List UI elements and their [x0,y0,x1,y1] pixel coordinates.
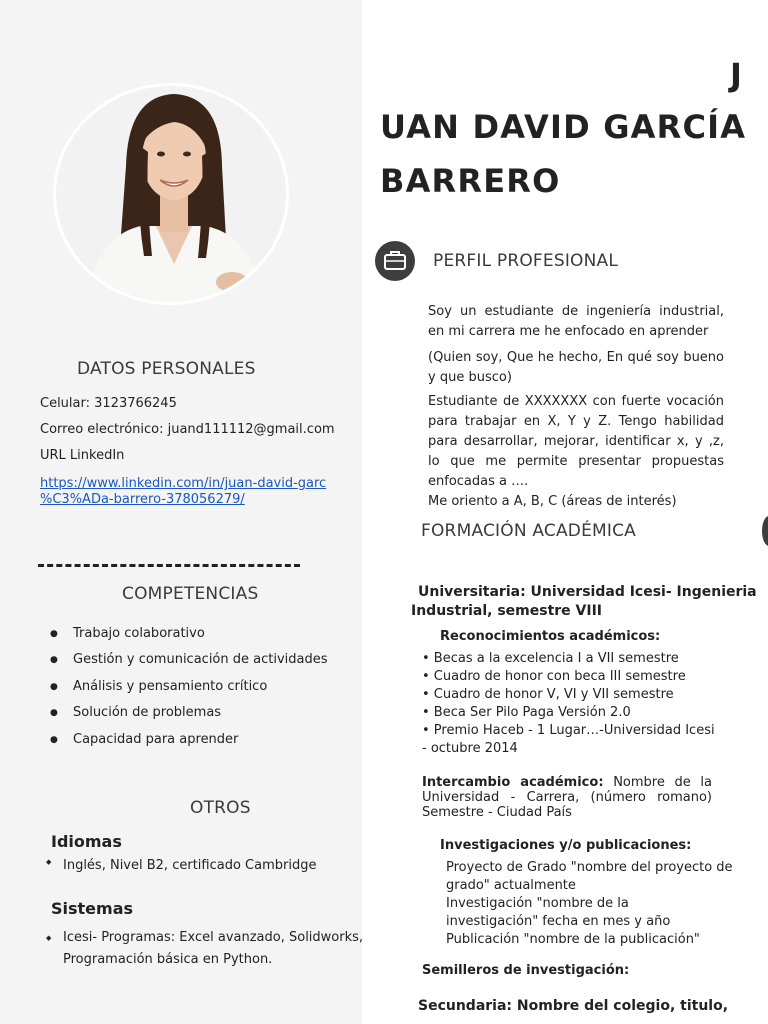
profile-photo [56,86,286,302]
list-item: ● Capacidad para aprender [50,731,328,757]
universidad-line-2: Industrial, semestre VIII [411,603,603,619]
perfil-paragraph-4: Me oriento a A, B, C (áreas de interés) [428,494,677,509]
formacion-title: FORMACIÓN ACADÉMICA [421,521,636,541]
linkedin-label: URL LinkedIn [40,448,125,463]
semilleros-title: Semilleros de investigación: [422,963,630,978]
list-item: Investigación "nombre de la [446,896,629,911]
linkedin-url-line-2[interactable]: %C3%ADa-barrero-378056279/ [40,492,245,507]
decorative-circle [762,516,768,546]
list-item: Publicación "nombre de la publicación" [446,932,700,947]
personal-data-title: DATOS PERSONALES [77,359,256,379]
briefcase-icon [375,241,415,281]
sistemas-line-1: Icesi- Programas: Excel avanzado, Solidworks, [63,930,364,945]
list-item: investigación" fecha en mes y año [446,914,671,929]
competencias-title: COMPETENCIAS [122,584,259,604]
list-item: • Premio Haceb - 1 Lugar…-Universidad Icesi [422,723,715,738]
list-item: Proyecto de Grado "nombre del proyecto de [446,860,733,875]
sistemas-title: Sistemas [51,899,134,918]
intercambio-text: Nombre de la Universidad - Carrera, (número romano) Semestre - Ciudad País [422,775,713,820]
list-item: • Cuadro de honor con beca III semestre [422,669,686,684]
secundaria-line: Secundaria: Nombre del colegio, titulo, [418,998,729,1014]
email-text: Correo electrónico: juand111112@gmail.com [40,422,335,437]
name-line-1: UAN DAVID GARCÍA [380,108,747,146]
perfil-paragraph-2: (Quien soy, Que he hecho, En qué soy bueno y que busco) [428,350,724,385]
reconocimientos-title: Reconocimientos académicos: [440,629,661,644]
otros-title: OTROS [190,798,251,818]
perfil-paragraph-1: Soy un estudiante de ingeniería industrial, en mi carrera me he enfocado en aprender [428,304,724,339]
investigaciones-list [446,859,733,949]
universidad-line-1: Universitaria: Universidad Icesi- Ingenieria [418,584,757,600]
competencias-list [50,625,328,757]
reconocimientos-list [422,650,715,758]
investigaciones-title: Investigaciones y/o publicaciones: [440,838,692,853]
list-item: • Becas a la excelencia I a VII semestre [422,651,679,666]
dashed-divider [38,564,300,567]
list-item: ● Trabajo colaborativo [50,625,328,651]
list-item: • Beca Ser Pilo Paga Versión 2.0 [422,705,631,720]
list-item: ● Solución de problemas [50,704,328,730]
sistemas-line-2: Programación básica en Python. [63,952,273,967]
name-line-2: BARRERO [380,162,561,200]
name-initial: J [730,56,744,94]
linkedin-url-line-1[interactable]: https://www.linkedin.com/in/juan-david-garc [40,476,327,491]
idiomas-list [46,858,316,873]
perfil-paragraph-3: Estudiante de XXXXXXX con fuerte vocación para trabajar en X, Y y Z. Tengo habilidad para desarrollar, mejorar, identificar x, y ,z, lo que me permite presentar propuestas enfocadas a …. [428,394,724,489]
list-item: grado" actualmente [446,878,576,893]
intercambio-label: Intercambio académico: [422,775,604,790]
idiomas-title: Idiomas [51,832,122,851]
sistemas-list [46,927,363,971]
list-item: ● Gestión y comunicación de actividades [50,651,328,677]
intercambio-block [422,775,712,820]
list-item [46,927,363,971]
linkedin-link[interactable] [40,476,326,508]
phone-text: Celular: 3123766245 [40,396,177,411]
perfil-title: PERFIL PROFESIONAL [433,251,619,271]
list-item: • Cuadro de honor V, VI y VII semestre [422,687,674,702]
list-item: ◆ Inglés, Nivel B2, certificado Cambridge [46,858,316,873]
list-item: ● Análisis y pensamiento crítico [50,678,328,704]
list-item: - octubre 2014 [422,741,518,756]
